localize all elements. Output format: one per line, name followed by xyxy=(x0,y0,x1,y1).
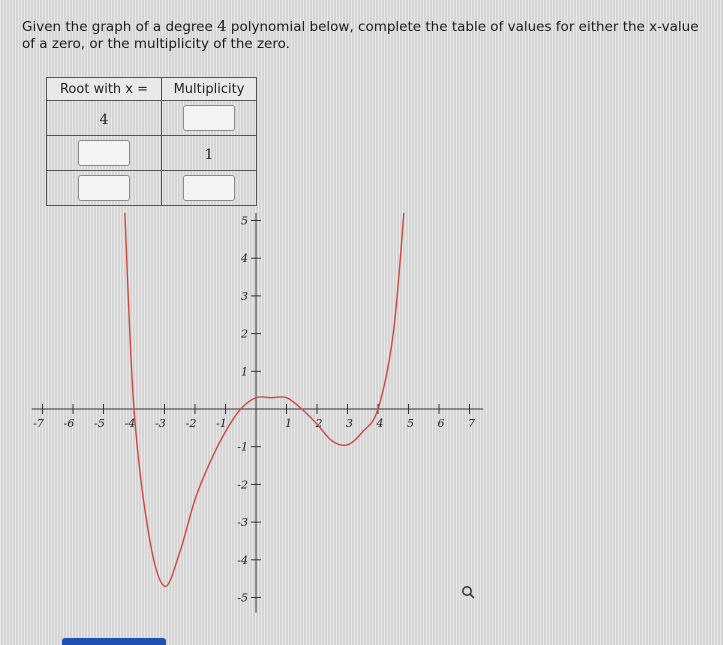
question-text-start: Given the graph of a degree xyxy=(22,19,218,35)
x-tick-label: 5 xyxy=(407,417,414,430)
x-tick-label: 7 xyxy=(468,417,475,430)
y-tick-label: -5 xyxy=(237,591,248,605)
x-tick-label: -1 xyxy=(216,417,227,430)
x-tick-label: -5 xyxy=(94,417,105,430)
y-tick-label: 4 xyxy=(241,252,248,266)
y-tick-label: 3 xyxy=(241,289,248,303)
polynomial-curve-path xyxy=(125,213,404,586)
x-tick-label: -7 xyxy=(33,417,44,430)
x-tick-label: 3 xyxy=(346,417,353,430)
search-icon[interactable] xyxy=(459,583,477,601)
x-tick-label: -2 xyxy=(185,417,197,430)
y-tick-label: -2 xyxy=(237,478,248,492)
x-tick-label: -6 xyxy=(63,417,75,430)
y-tick-label: 1 xyxy=(241,365,248,379)
submit-button-partial[interactable] xyxy=(62,638,166,645)
header-multiplicity: Multiplicity xyxy=(162,78,257,101)
polynomial-curve xyxy=(125,213,404,586)
y-tick-label: 2 xyxy=(241,327,248,341)
x-tick-label: -3 xyxy=(155,417,166,430)
y-tick-label: -3 xyxy=(237,516,248,530)
x-tick-label: 2 xyxy=(315,417,323,430)
x-tick-label: 6 xyxy=(437,417,445,430)
multiplicity-value: 1 xyxy=(204,146,214,163)
x-tick-label: 1 xyxy=(285,417,292,430)
question-text-end: polynomial below, complete the table of values for either the x-value of a zero, or the multiplicity of the zero. xyxy=(22,19,699,52)
x-tick-label: 4 xyxy=(376,417,384,430)
y-tick-label: -4 xyxy=(237,553,248,567)
y-tick-label: -1 xyxy=(237,440,248,454)
root-value: 4 xyxy=(99,111,109,128)
y-tick-label: 5 xyxy=(241,214,248,228)
header-root: Root with x = xyxy=(47,78,162,101)
polynomial-degree: 4 xyxy=(217,17,227,35)
x-tick-label: -4 xyxy=(124,417,136,430)
axes xyxy=(32,213,483,613)
